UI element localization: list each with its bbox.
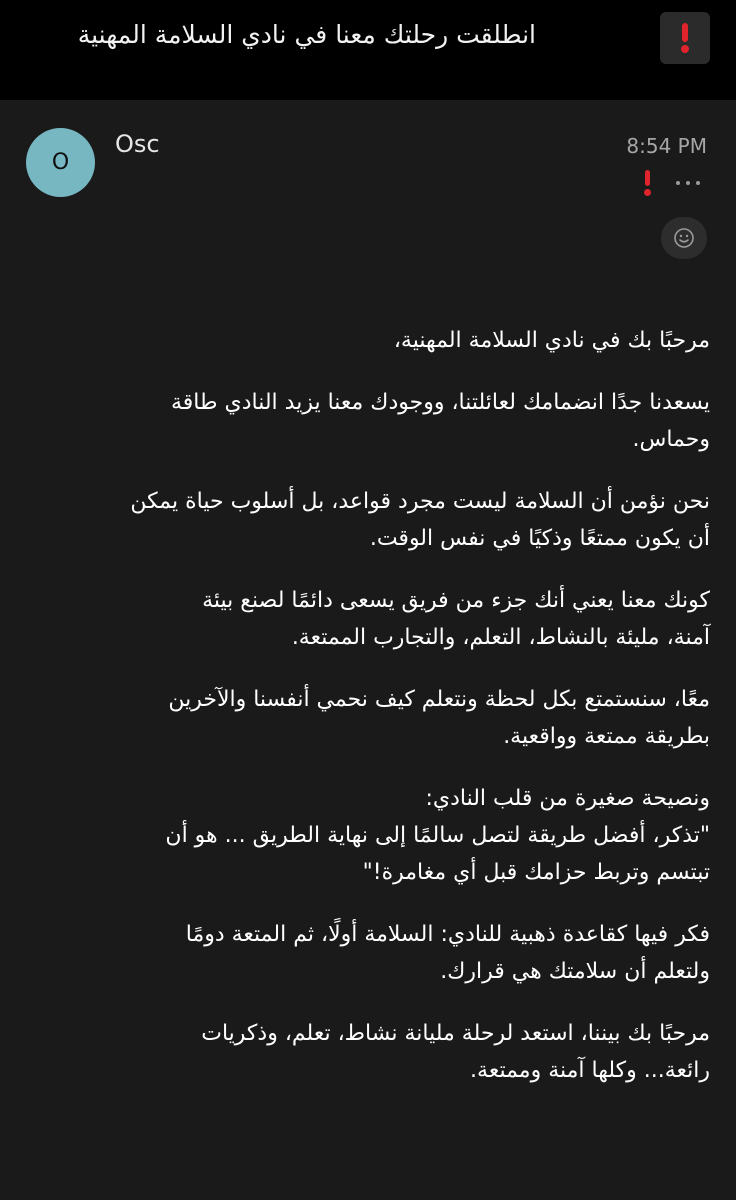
importance-button[interactable] (660, 12, 710, 64)
body-paragraph (22, 322, 710, 359)
body-line: آمنة، مليئة بالنشاط، التعلم، والتجارب الممتعة. (291, 625, 710, 650)
body-line: تبتسم وتربط حزامك قبل أي مغامرة!" (362, 860, 710, 885)
body-paragraph (22, 1015, 710, 1089)
body-paragraph (22, 681, 710, 755)
body-line: معًا، سنستمتع بكل لحظة ونتعلم كيف نحمي أنفسنا والآخرين (168, 687, 710, 712)
sender-avatar[interactable]: O (26, 128, 95, 197)
body-paragraph (22, 916, 710, 990)
body-line: أن يكون ممتعًا وذكيًا في نفس الوقت. (369, 526, 710, 551)
body-line: ونصيحة صغيرة من قلب النادي: (425, 786, 710, 811)
sender-name[interactable]: Osc (115, 130, 160, 158)
body-line: ولتعلم أن سلامتك هي قرارك. (440, 959, 710, 984)
more-dots-icon[interactable] (676, 173, 700, 193)
message-time: 8:54 PM (626, 134, 707, 158)
react-button[interactable] (661, 217, 707, 259)
body-paragraph (22, 780, 710, 891)
message-body (22, 322, 710, 1114)
high-importance-icon (643, 170, 653, 200)
body-line: نحن نؤمن أن السلامة ليست مجرد قواعد، بل أسلوب حياة يمكن (130, 489, 710, 514)
exclamation-icon (680, 23, 690, 53)
subject-header (0, 0, 736, 100)
body-line: بطريقة ممتعة وواقعية. (503, 724, 710, 749)
body-line: "تذكر، أفضل طريقة لتصل سالمًا إلى نهاية الطريق ... هو أن (165, 823, 710, 848)
body-line: وحماس. (632, 427, 710, 452)
body-line: كونك معنا يعني أنك جزء من فريق يسعى دائمًا لصنع بيئة (202, 588, 710, 613)
body-paragraph (22, 582, 710, 656)
body-line: يسعدنا جدًا انضمامك لعائلتنا، ووجودك معنا يزيد النادي طاقة (170, 390, 710, 415)
body-line: رائعة... وكلها آمنة وممتعة. (470, 1058, 710, 1083)
body-line: فكر فيها كقاعدة ذهبية للنادي: السلامة أولًا، ثم المتعة دومًا (185, 922, 710, 947)
body-line: مرحبًا بك في نادي السلامة المهنية، (393, 328, 710, 353)
body-line: مرحبًا بك بيننا، استعد لرحلة مليانة نشاط، تعلم، وذكريات (201, 1021, 710, 1046)
body-paragraph (22, 384, 710, 458)
smiley-icon (673, 227, 695, 249)
email-subject: انطلقت رحلتك معنا في نادي السلامة المهنية (77, 20, 536, 49)
body-paragraph (22, 483, 710, 557)
